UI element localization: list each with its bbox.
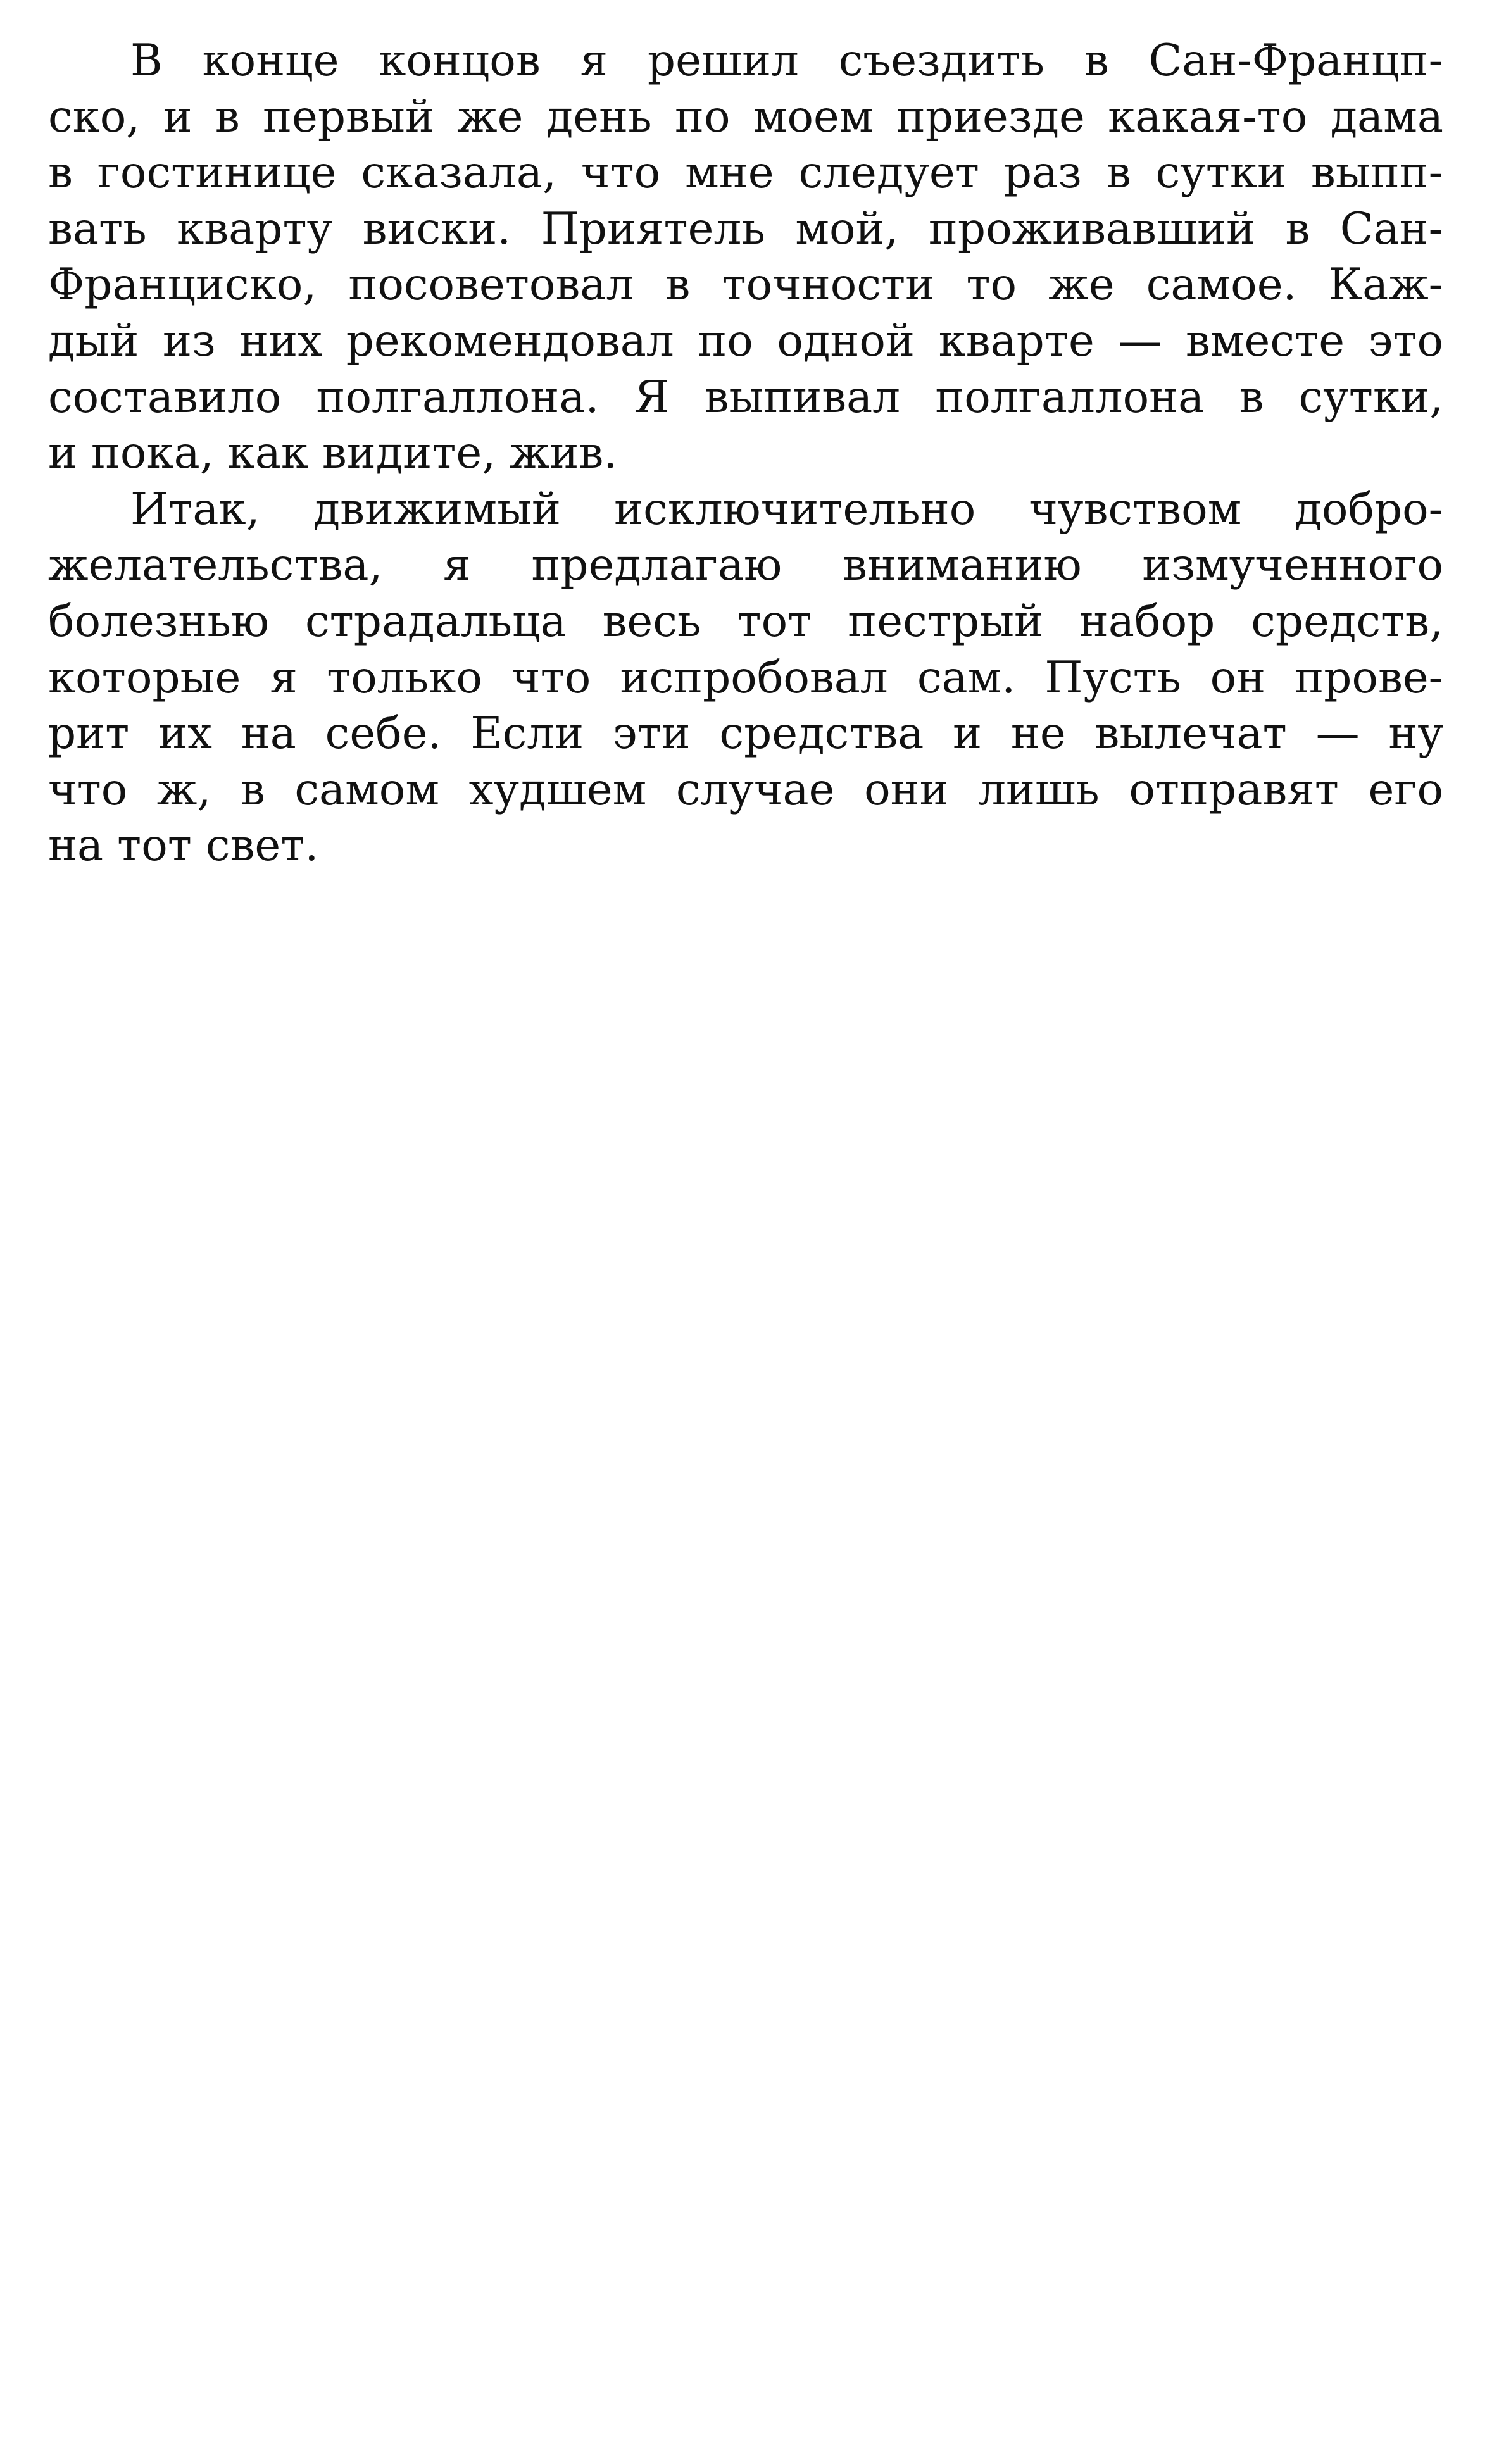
text-line: что ж, в самом худшем случае они лишь отправят его (48, 764, 1443, 815)
text-line: вать кварту виски. Приятель мой, проживавший в Сан- (48, 203, 1443, 254)
text-line: Франциско, посоветовал в точности то же самое. Каж- (48, 260, 1443, 311)
text-line: которые я только что испробовал сам. Пусть он прове- (48, 652, 1443, 703)
paragraph-2 (48, 482, 1443, 874)
text-line: болезнью страдальца весь тот пестрый набор средств, (48, 596, 1443, 647)
text-line: желательства, я предлагаю вниманию измученного (48, 540, 1443, 591)
body-text (48, 33, 1443, 874)
text-line: составило полгаллона. Я выпивал полгаллона в сутки, (48, 372, 1443, 423)
text-line: в гостинице сказала, что мне следует раз в сутки выпп- (48, 147, 1443, 199)
text-line: В концe концов я решил съездить в Сан-Францп- (130, 35, 1443, 86)
text-line: Итак, движимый исключительно чувством добро- (130, 484, 1443, 535)
paragraph-1 (48, 33, 1443, 482)
text-line: дый из них рекомендовал по одной кварте — вместе это (48, 315, 1443, 366)
text-line: и пока, как видите, жив. (48, 428, 618, 479)
text-line: рит их на себе. Если эти средства и не вылечат — ну (48, 708, 1443, 760)
text-line: ско, и в первый же день по моем приезде какая-то дама (48, 91, 1443, 142)
text-line: на тот свет. (48, 820, 319, 872)
